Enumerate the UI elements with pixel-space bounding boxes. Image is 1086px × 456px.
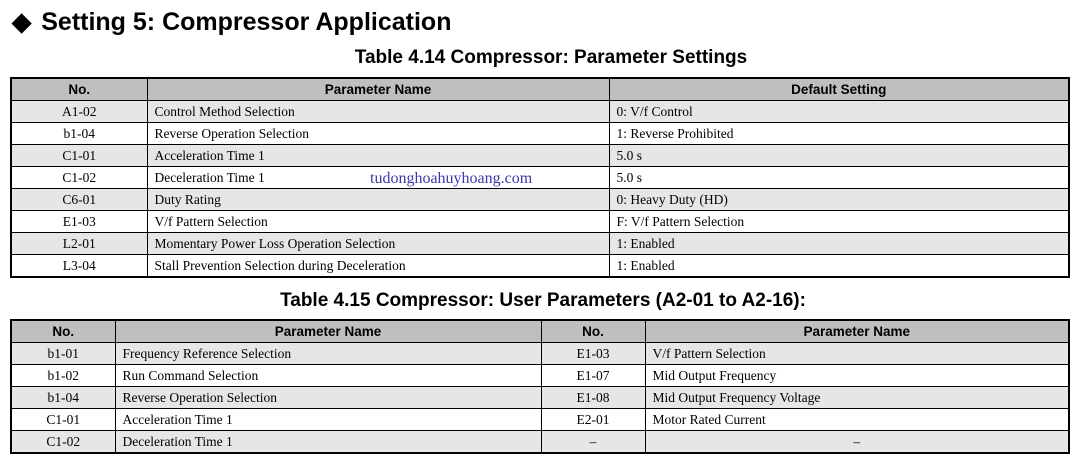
table-cell: Deceleration Time 1 [147, 167, 609, 189]
table-cell: C1-02 [11, 431, 115, 454]
column-header-default-setting: Default Setting [609, 78, 1069, 101]
table-cell: – [541, 431, 645, 454]
table-row [11, 189, 1069, 211]
table-cell: 1: Enabled [609, 233, 1069, 255]
table-row [11, 431, 1069, 454]
table-row [11, 123, 1069, 145]
table-cell: C1-02 [11, 167, 147, 189]
table-cell: C6-01 [11, 189, 147, 211]
table-cell: E2-01 [541, 409, 645, 431]
table-cell: E1-08 [541, 387, 645, 409]
table-cell: Deceleration Time 1 [115, 431, 541, 454]
table-cell: F: V/f Pattern Selection [609, 211, 1069, 233]
table-row [11, 365, 1069, 387]
table-cell: 5.0 s [609, 145, 1069, 167]
parameter-settings-table [10, 77, 1070, 278]
diamond-bullet-icon: ◆ [12, 8, 32, 36]
table-4-14-caption: Table 4.14 Compressor: Parameter Settings [354, 47, 748, 68]
column-header-no: No. [11, 78, 147, 101]
table-cell: Duty Rating [147, 189, 609, 211]
table-cell: 5.0 s [609, 167, 1069, 189]
table-cell: 1: Enabled [609, 255, 1069, 278]
table-cell: L3-04 [11, 255, 147, 278]
table-row [11, 211, 1069, 233]
column-header-parameter-name: Parameter Name [115, 320, 541, 343]
watermark-link[interactable]: tudonghoahuyhoang.com [370, 170, 533, 187]
table-cell: Control Method Selection [147, 101, 609, 123]
table-cell: 0: V/f Control [609, 101, 1069, 123]
table-cell: b1-02 [11, 365, 115, 387]
table-cell: Acceleration Time 1 [147, 145, 609, 167]
table-cell: 1: Reverse Prohibited [609, 123, 1069, 145]
table-header-row [11, 320, 1069, 343]
table-cell: b1-04 [11, 387, 115, 409]
table-cell: Momentary Power Loss Operation Selection [147, 233, 609, 255]
user-parameters-table [10, 319, 1070, 454]
table-cell: C1-01 [11, 409, 115, 431]
table-row [11, 343, 1069, 365]
table-row [11, 101, 1069, 123]
table-cell: Run Command Selection [115, 365, 541, 387]
table-row [11, 255, 1069, 278]
table-cell: Mid Output Frequency [645, 365, 1069, 387]
table-cell: – [645, 431, 1069, 454]
table-row [11, 167, 1069, 189]
table-cell: b1-01 [11, 343, 115, 365]
table-cell: C1-01 [11, 145, 147, 167]
column-header-parameter-name-2: Parameter Name [645, 320, 1069, 343]
table-cell: E1-07 [541, 365, 645, 387]
table-cell: A1-02 [11, 101, 147, 123]
table-cell: Acceleration Time 1 [115, 409, 541, 431]
section-title: Setting 5: Compressor Application [41, 8, 452, 36]
table-cell: Motor Rated Current [645, 409, 1069, 431]
table-cell: Frequency Reference Selection [115, 343, 541, 365]
table-cell: L2-01 [11, 233, 147, 255]
table-cell: E1-03 [541, 343, 645, 365]
table-cell: 0: Heavy Duty (HD) [609, 189, 1069, 211]
column-header-no: No. [11, 320, 115, 343]
column-header-no-2: No. [541, 320, 645, 343]
table-row [11, 387, 1069, 409]
table-cell: E1-03 [11, 211, 147, 233]
table-header-row [11, 78, 1069, 101]
table-cell: Stall Prevention Selection during Deceleration [147, 255, 609, 278]
table-cell: Mid Output Frequency Voltage [645, 387, 1069, 409]
table-cell: Reverse Operation Selection [147, 123, 609, 145]
table-cell: Reverse Operation Selection [115, 387, 541, 409]
table-row [11, 233, 1069, 255]
table-row [11, 145, 1069, 167]
table-cell: V/f Pattern Selection [147, 211, 609, 233]
section-heading [12, 4, 451, 40]
table-cell: V/f Pattern Selection [645, 343, 1069, 365]
table-row [11, 409, 1069, 431]
table-cell: b1-04 [11, 123, 147, 145]
column-header-parameter-name: Parameter Name [147, 78, 609, 101]
table-4-15-caption: Table 4.15 Compressor: User Parameters (A2-01 to A2-16): [280, 290, 806, 311]
